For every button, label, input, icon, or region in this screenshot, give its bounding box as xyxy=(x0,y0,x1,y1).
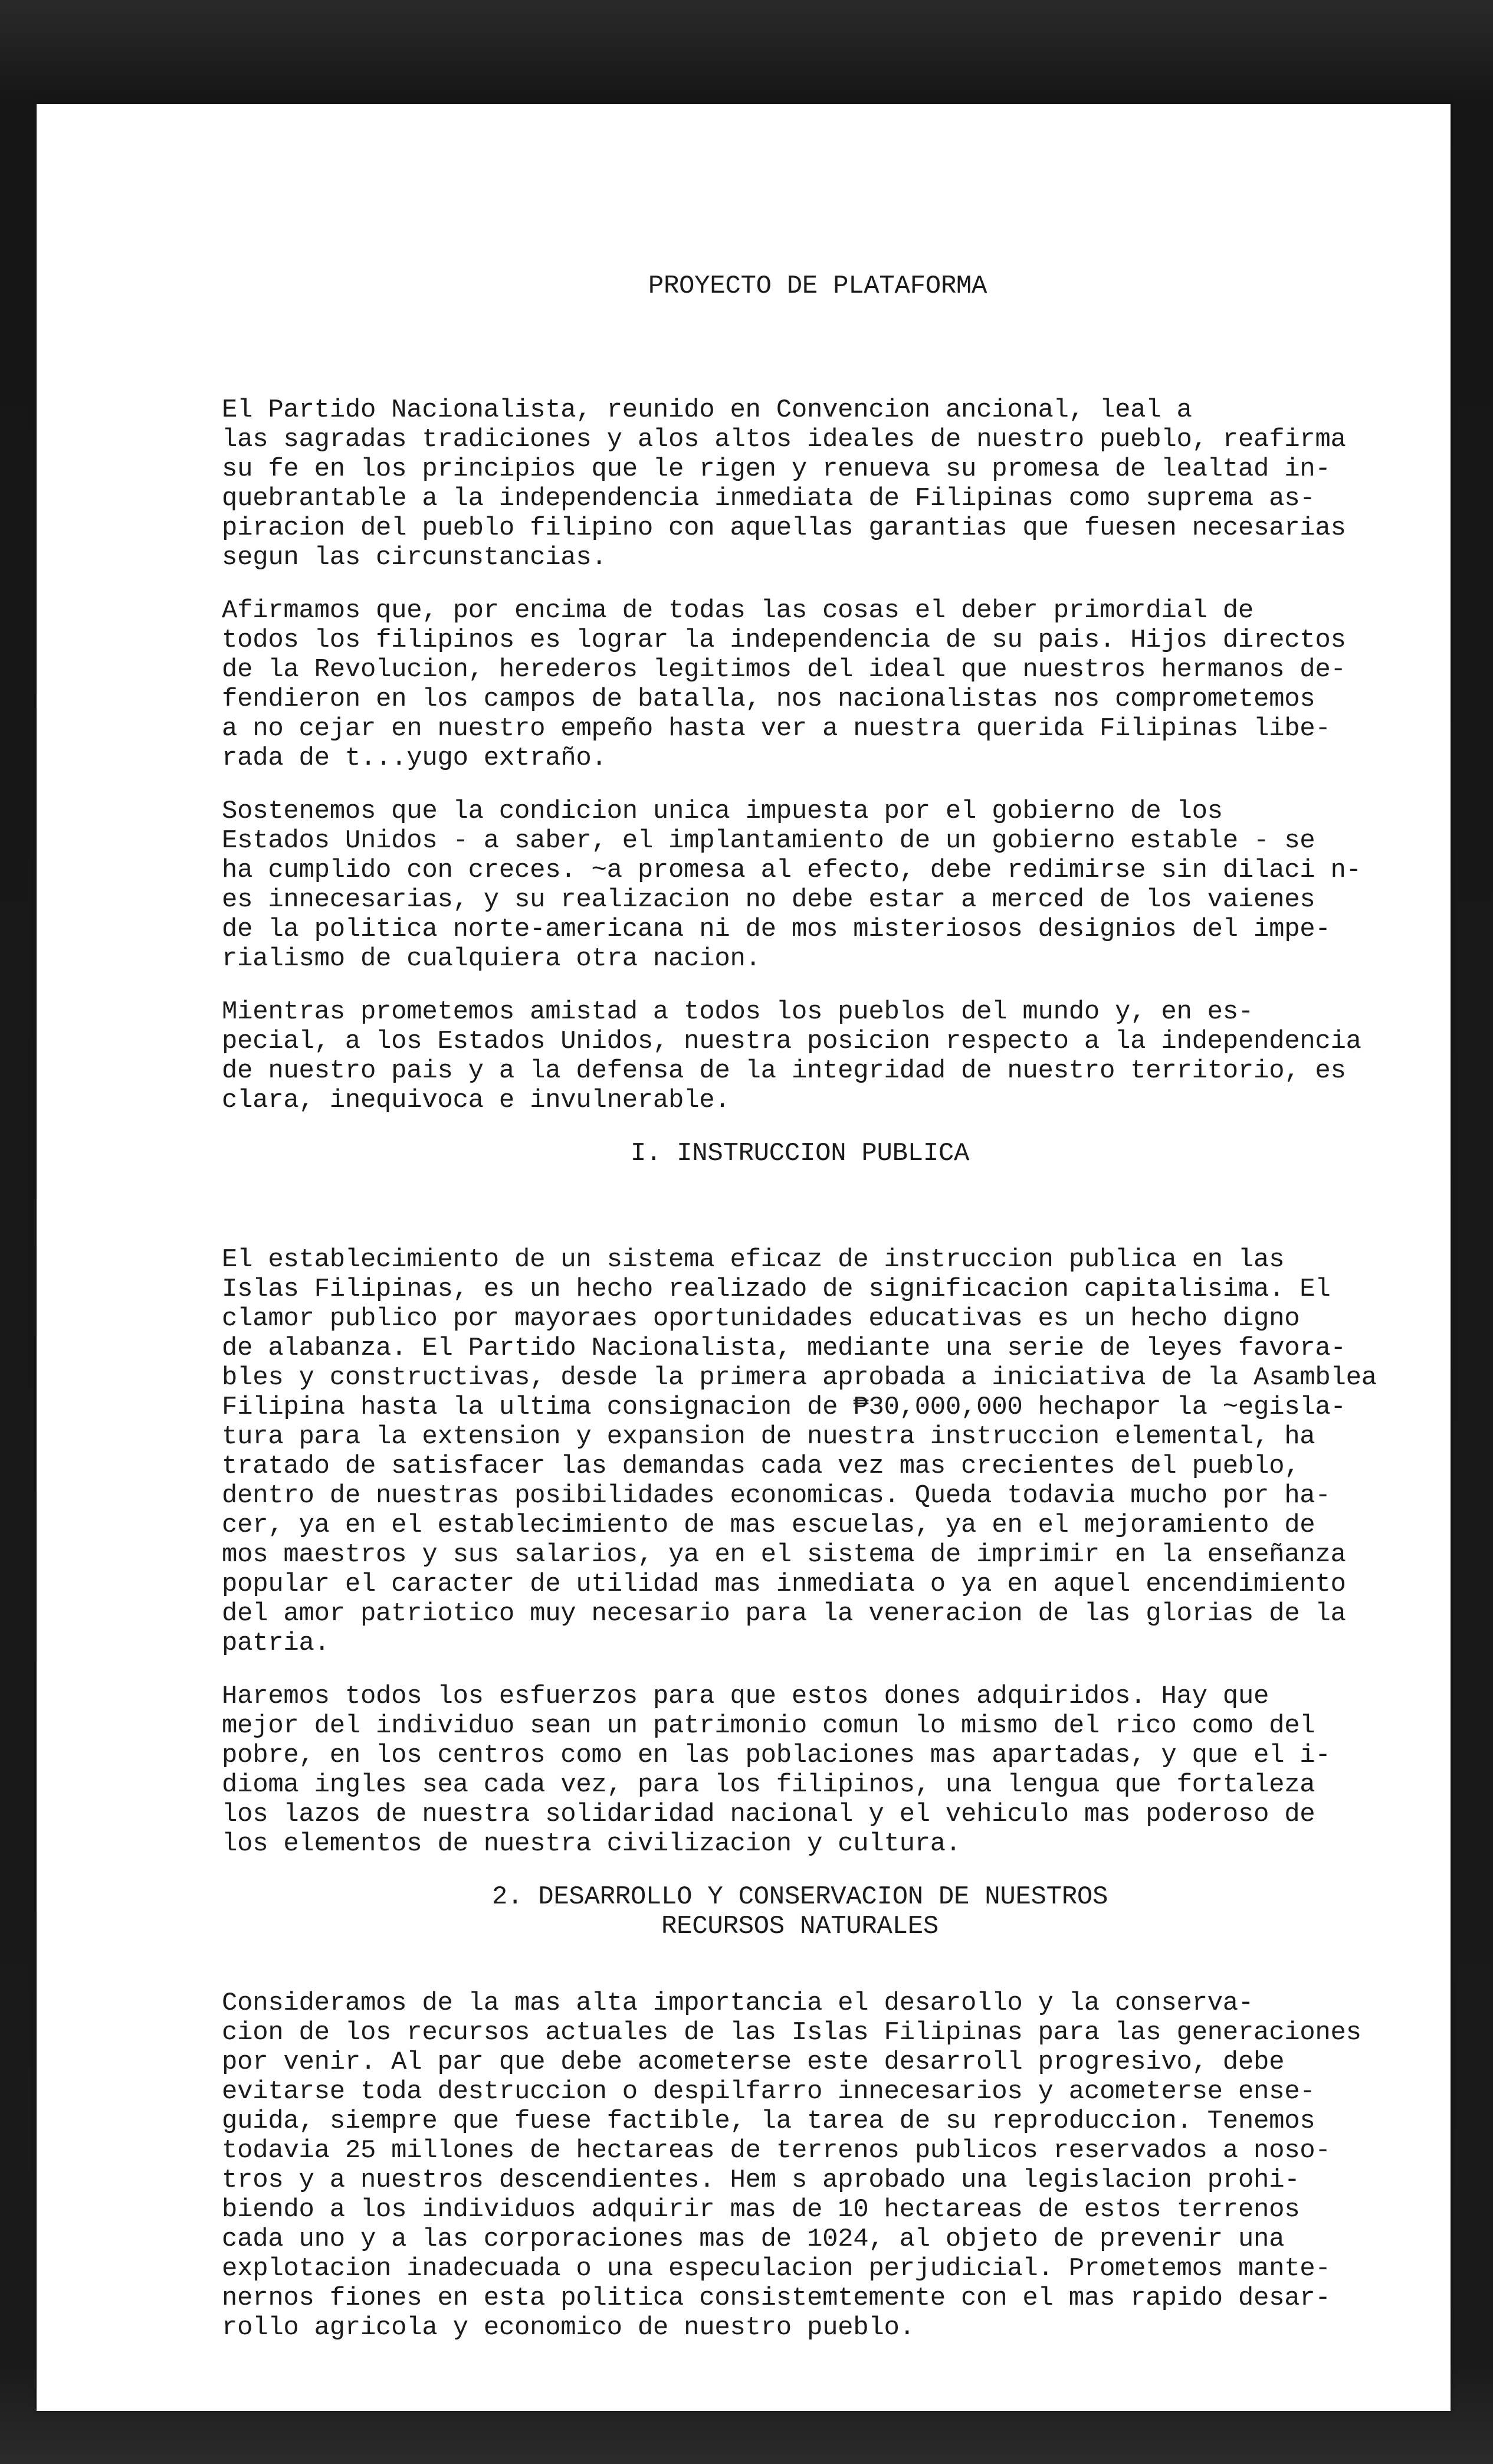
intro-paragraph-4: Mientras prometemos amistad a todos los pueblos del mundo y, en es- pecial, a los Estados Unidos, nuestra posicion respecto a la independencia de nuestro pais y a la defensa de la integridad de nuestro territorio, es clara, inequivoca e invulnerable. xyxy=(222,997,1361,1115)
intro-paragraph-3: Sostenemos que la condicion unica impuesta por el gobierno de los Estados Unidos - a saber, el implantamiento de un gobierno estable - se ha cumplido con creces. ~a promesa al efecto, debe redimirse sin dilaci n- es innecesarias, y su realizacion no debe estar a merced de los vaienes de la politica norte-americana ni de mos misteriosos designios del impe- rialismo de cualquiera otra nacion. xyxy=(222,797,1361,974)
document-title: PROYECTO DE PLATAFORMA xyxy=(648,271,987,301)
section-1-paragraph-2: Haremos todos los esfuerzos para que estos dones adquiridos. Hay que mejor del individuo sean un patrimonio comun lo mismo del rico como del pobre, en los centros como en las poblaciones mas apartadas, y que el i- dioma ingles sea cada vez, para los filipinos, una lengua que fortaleza los lazos de nuestra solidaridad nacional y el vehiculo mas poderoso de los elementos de nuestra civilizacion y cultura. xyxy=(222,1682,1331,1859)
document-body xyxy=(222,177,1378,2366)
section-1-heading: I. INSTRUCCION PUBLICA xyxy=(630,1139,970,1168)
intro-paragraph-1: El Partido Nacionalista, reunido en Convencion ancional, leal a las sagradas tradiciones y alos altos ideales de nuestro pueblo, reafirma su fe en los principios que le rigen y renueva su promesa de lealtad in- quebrantable a la independencia inmediata de Filipinas como suprema as- piracion del pueblo filipino con aquellas garantias que fuesen necesarias segun las circunstancias. xyxy=(222,395,1346,572)
section-2-paragraph-1: Consideramos de la mas alta importancia el desarollo y la conserva- cion de los recursos actuales de las Islas Filipinas para las generaciones por venir. Al par que debe acometerse este desarroll progresivo, debe evitarse toda destruccion o despilfarro innecesarios y acometerse ense- guida, siempre que fuese factible, la tarea de su reproduccion. Tenemos todavia 25 millones de hectareas de terrenos publicos reservados a noso- tros y a nuestros descendientes. Hem s aprobado una legislacion prohi- biendo a los individuos adquirir mas de 10 hectareas de estos terrenos cada uno y a las corporaciones mas de 1024, al objeto de prevenir una explotacion inadecuada o una especulacion perjudicial. Prometemos mante- nernos fiones en esta politica consistemtemente con el mas rapido desar- rollo agricola y economico de nuestro pueblo. xyxy=(222,1988,1361,2342)
intro-paragraph-2: Afirmamos que, por encima de todas las cosas el deber primordial de todos los filipinos es lograr la independencia de su pais. Hijos directos de la Revolucion, herederos legitimos del ideal que nuestros hermanos de- fendieron en los campos de batalla, nos nacionalistas nos comprometemos a no cejar en nuestro empeño hasta ver a nuestra querida Filipinas libe- rada de t...yugo extraño. xyxy=(222,596,1346,773)
section-2-heading: 2. DESARROLLO Y CONSERVACION DE NUESTROS RECURSOS NATURALES xyxy=(491,1882,1108,1941)
section-1-paragraph-1: El establecimiento de un sistema eficaz de instruccion publica en las Islas Filipinas, es un hecho realizado de significacion capitalisima. El clamor publico por mayoraes oportunidades educativas es un hecho digno de alabanza. El Partido Nacionalista, mediante una serie de leyes favora- bles y constructivas, desde la primera aprobada a iniciativa de la Asamblea Filipina hasta la ultima consignacion de ₱30,000,000 hechapor la ~egisla- tura para la extension y expansion de nuestra instruccion elemental, ha tratado de satisfacer las demandas cada vez mas crecientes del pueblo, dentro de nuestras posibilidades economicas. Queda todavia mucho por ha- cer, ya en el establecimiento de mas escuelas, ya en el mejoramiento de mos maestros y sus salarios, ya en el sistema de imprimir en la enseñanza popular el caracter de utilidad mas inmediata o ya en aquel encendimiento del amor patriotico muy necesario para la veneracion de las glorias de la patria. xyxy=(222,1245,1377,1658)
